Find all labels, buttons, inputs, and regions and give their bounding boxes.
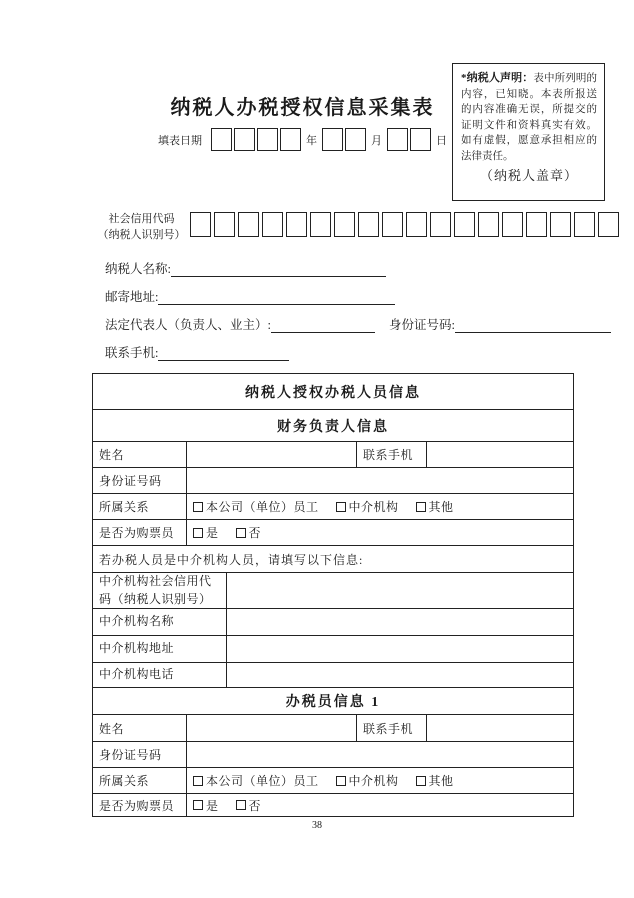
relation-option-agency-label: 中介机构 — [348, 500, 399, 514]
agency-note-row — [93, 545, 573, 572]
field-taxpayer-name — [105, 259, 386, 277]
relation-option-other — [416, 498, 454, 515]
credit-code-label — [93, 211, 190, 243]
purchaser-option-yes — [193, 797, 219, 814]
legal-rep-label: 法定代表人（负责人、业主）: — [105, 318, 271, 332]
finance-phone-label: 联系手机 — [356, 442, 426, 467]
relation-option-other-label: 其他 — [428, 500, 454, 514]
mailing-address-underline — [158, 291, 395, 305]
finance-name-value-cell — [186, 442, 356, 467]
code-entry-box — [190, 212, 211, 237]
code-entry-box — [406, 212, 427, 237]
finance-relation-label: 所属关系 — [99, 500, 150, 514]
taxpayer-stamp-line: （纳税人盖章） — [479, 167, 578, 183]
table-title-row — [93, 374, 573, 409]
day-boxes — [387, 128, 431, 151]
finance-relation-options — [186, 494, 573, 519]
date-entry-box — [387, 128, 408, 151]
checkbox-icon — [193, 502, 203, 512]
taxpayer-declaration-box — [452, 63, 605, 201]
clerk-name-label: 姓名 — [99, 721, 125, 736]
agency-address-label: 中介机构地址 — [99, 641, 175, 656]
purchaser-option-yes — [193, 524, 219, 541]
id-number-underline — [455, 319, 611, 333]
finance-relation-row — [93, 493, 573, 519]
relation-option-agency-label: 中介机构 — [348, 774, 399, 788]
checkbox-icon — [236, 800, 246, 810]
agency-phone-label: 中介机构电话 — [99, 667, 175, 682]
code-entry-box — [334, 212, 355, 237]
clerk-id-value-cell — [186, 742, 573, 767]
agency-code-value-cell — [226, 573, 573, 608]
declaration-body: 表中所列明的内容，已知晓。本表所报送的内容准确无误，所提交的证明文件和资料真实有效。如有虚假，愿意承担相应的法律责任。 — [461, 73, 597, 162]
date-entry-box — [322, 128, 343, 151]
fill-date-label: 填表日期 — [158, 134, 202, 147]
agency-name-row — [93, 608, 573, 635]
clerk-relation-row — [93, 767, 573, 793]
code-entry-box — [478, 212, 499, 237]
clerk-relation-options — [186, 768, 573, 793]
clerk-name-row — [93, 714, 573, 741]
year-boxes — [211, 128, 301, 151]
declaration-label: *纳税人声明： — [461, 72, 534, 84]
contact-phone-underline — [158, 347, 289, 361]
clerk-purchaser-label: 是否为购票员 — [99, 798, 175, 813]
month-boxes — [322, 128, 366, 151]
code-entry-box — [238, 212, 259, 237]
fill-date-row — [158, 128, 452, 151]
checkbox-icon — [416, 502, 426, 512]
agency-code-row — [93, 572, 573, 608]
finance-name-row — [93, 441, 573, 467]
agency-code-label: 中介机构社会信用代码（纳税人识别号） — [99, 574, 212, 606]
checkbox-icon — [416, 776, 426, 786]
clerk-phone-value-cell — [426, 715, 573, 741]
relation-option-other-label: 其他 — [428, 774, 454, 788]
code-entry-box — [358, 212, 379, 237]
purchaser-option-no-label: 否 — [248, 526, 262, 540]
taxpayer-name-label: 纳税人名称: — [105, 262, 171, 276]
relation-option-other — [416, 772, 454, 789]
finance-purchaser-row — [93, 519, 573, 545]
purchaser-option-no — [236, 797, 262, 814]
finance-id-label: 身份证号码 — [99, 474, 162, 488]
page-title: 纳税人办税授权信息采集表 — [170, 97, 435, 119]
agency-name-value-cell — [226, 609, 573, 635]
finance-purchaser-options — [186, 520, 573, 545]
code-entry-box — [430, 212, 451, 237]
code-entry-box — [502, 212, 523, 237]
purchaser-option-no-label: 否 — [248, 798, 262, 813]
clerk-id-label: 身份证号码 — [99, 748, 162, 762]
clerk-section-header-row — [93, 687, 573, 714]
checkbox-icon — [236, 528, 246, 538]
relation-option-company-label: 本公司（单位）员工 — [206, 500, 319, 514]
agency-phone-value-cell — [226, 663, 573, 687]
finance-id-row — [93, 467, 573, 493]
clerk-name-value-cell — [186, 715, 356, 741]
relation-option-company — [193, 772, 319, 789]
mailing-address-label: 邮寄地址: — [105, 290, 159, 304]
legal-rep-underline — [271, 319, 375, 333]
date-entry-box — [257, 128, 278, 151]
code-entry-box — [550, 212, 571, 237]
field-legal-rep — [105, 315, 611, 333]
year-label: 年 — [306, 134, 317, 147]
finance-id-value-cell — [186, 468, 573, 493]
purchaser-option-yes-label: 是 — [206, 526, 219, 540]
date-entry-box — [211, 128, 232, 151]
month-label: 月 — [371, 134, 382, 147]
purchaser-option-yes-label: 是 — [206, 798, 219, 813]
date-entry-box — [345, 128, 366, 151]
code-entry-box — [214, 212, 235, 237]
agency-name-label: 中介机构名称 — [99, 614, 175, 629]
finance-phone-value-cell — [426, 442, 573, 467]
finance-name-label: 姓名 — [99, 448, 125, 462]
code-entry-box — [598, 212, 619, 237]
agency-address-row — [93, 635, 573, 662]
finance-purchaser-label: 是否为购票员 — [99, 526, 175, 540]
date-entry-box — [410, 128, 431, 151]
credit-code-label-line2: （纳税人识别号） — [97, 229, 186, 241]
clerk-relation-label: 所属关系 — [99, 774, 150, 788]
code-entry-box — [454, 212, 475, 237]
code-entry-box — [574, 212, 595, 237]
code-entry-box — [382, 212, 403, 237]
checkbox-icon — [193, 528, 203, 538]
code-entry-box — [526, 212, 547, 237]
page-number: 38 — [312, 820, 322, 831]
date-entry-box — [234, 128, 255, 151]
field-contact-phone — [105, 343, 289, 361]
taxpayer-name-underline — [171, 263, 386, 277]
code-entry-box — [262, 212, 283, 237]
credit-code-label-line1: 社会信用代码 — [108, 213, 175, 225]
agency-address-value-cell — [226, 636, 573, 662]
code-entry-box — [310, 212, 331, 237]
relation-option-company-label: 本公司（单位）员工 — [206, 774, 319, 788]
finance-section-header-row — [93, 409, 573, 441]
day-label: 日 — [436, 134, 447, 147]
clerk-section-title: 办税员信息 1 — [285, 695, 381, 710]
clerk-id-row — [93, 741, 573, 767]
credit-code-boxes — [190, 212, 619, 237]
relation-option-agency — [336, 498, 399, 515]
agency-note: 若办税人员是中介机构人员，请填写以下信息: — [99, 552, 364, 567]
clerk-phone-label: 联系手机 — [356, 715, 426, 741]
checkbox-icon — [193, 776, 203, 786]
contact-phone-label: 联系手机: — [105, 346, 159, 360]
checkbox-icon — [336, 776, 346, 786]
checkbox-icon — [336, 502, 346, 512]
clerk-purchaser-options — [186, 794, 573, 816]
field-mailing-address — [105, 287, 395, 305]
code-entry-box — [286, 212, 307, 237]
checkbox-icon — [193, 800, 203, 810]
finance-section-title: 财务负责人信息 — [277, 419, 389, 435]
authorized-personnel-table — [92, 373, 574, 817]
table-title: 纳税人授权办税人员信息 — [245, 385, 421, 401]
id-number-label: 身份证号码: — [388, 318, 455, 332]
date-entry-box — [280, 128, 301, 151]
declaration-text — [461, 71, 597, 165]
clerk-purchaser-row — [93, 793, 573, 816]
relation-option-agency — [336, 772, 399, 789]
purchaser-option-no — [236, 524, 262, 541]
relation-option-company — [193, 498, 319, 515]
agency-phone-row — [93, 662, 573, 687]
